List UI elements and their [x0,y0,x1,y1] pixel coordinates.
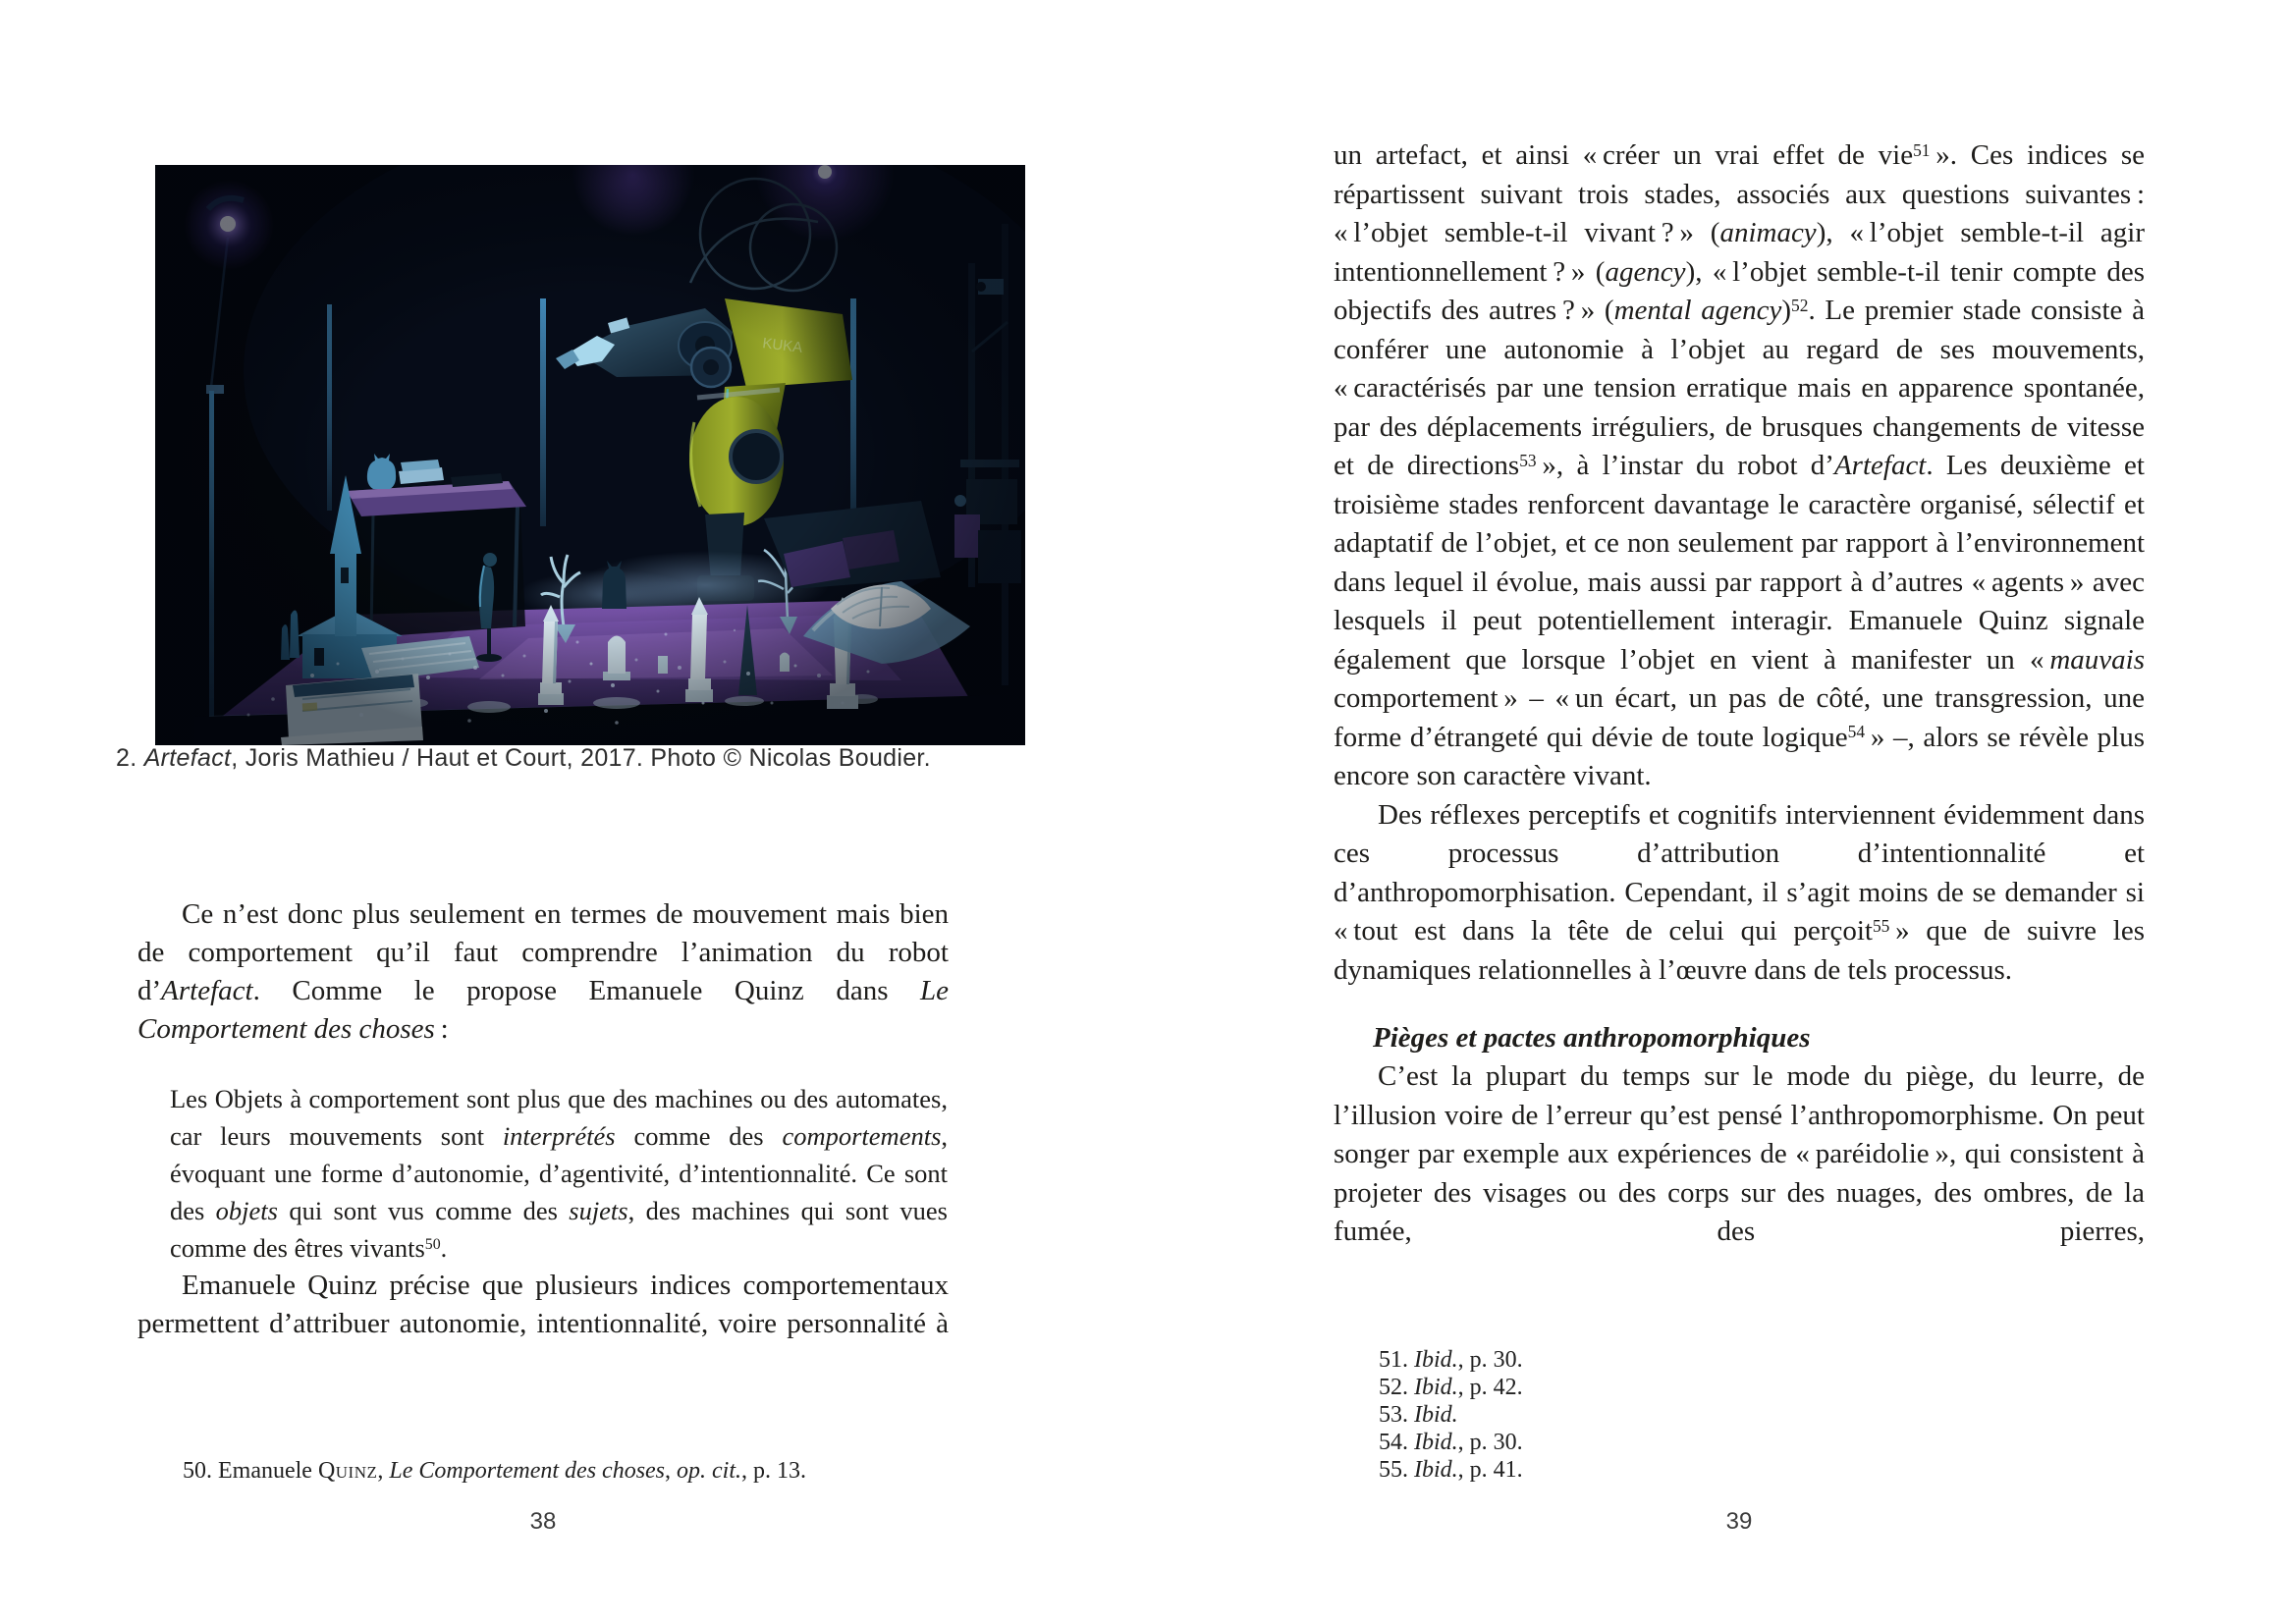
footnote-55: 55. Ibid., p. 41. [1379,1457,1523,1483]
paragraph-movement: Ce n’est donc plus seulement en termes de mouvement mais bien de comportement qu’il faut comprendre l’animation du robot d’Artefact. Comme le propose Emanuele Quinz dans Le Comportement des choses : [137,898,949,1045]
page-number-right: 39 [1725,1508,1753,1535]
left-footnotes [183,1457,958,1485]
footnote-53: 53. Ibid. [1379,1402,1458,1428]
paragraph-pareidolie: C’est la plupart du temps sur le mode du piège, du leurre, de l’illusion voire de l’erreur qu’est pensé l’anthropomorphisme. On peut songer par exemple aux expériences de « paréidolie », qui consistent à projeter des visages ou des corps sur des nuages, des ombres, de la fumée, des pierres, [1334,1060,2145,1247]
right-footnotes [1379,1346,2125,1484]
artefact-photo [155,165,1025,745]
footnote-54: 54. Ibid., p. 30. [1379,1430,1523,1455]
left-page-text [137,895,949,1343]
section-heading: Pièges et pactes anthropomorphiques [1373,1022,1811,1054]
page-number-left: 38 [529,1508,557,1535]
photo-caption: 2. Artefact, Joris Mathieu / Haut et Court, 2017. Photo © Nicolas Boudier. [116,744,931,772]
block-quote: Les Objets à comportement sont plus que des machines ou des automates, car leurs mouvements sont interprétés comme des comportements, évoquant une forme d’autonomie, d’agentivité, d’intentionnalité. Ce sont des objets qui sont vus comme des sujets, des machines qui sont vues comme des êtres vivants$^{50}$. [170,1084,949,1263]
stage-photo-illustration [155,165,1025,745]
paragraph-indices: Emanuele Quinz précise que plusieurs indices comportementaux permettent d’attribuer autonomie, intentionnalité, voire personnalité à [137,1270,949,1339]
right-page-text [1334,136,2145,1252]
footnote-50: 50. Emanuele Quinz, Le Comportement des choses, op. cit., p. 13. [183,1458,807,1484]
footnote-51: 51. Ibid., p. 30. [1379,1347,1523,1373]
paragraph-reflexes: Des réflexes perceptifs et cognitifs interviennent évidemment dans ces processus d’attribution d’intentionnalité et d’anthropomorphisation. Cependant, il s’agit moins de se demander si « tout est dans la tête de celui qui perçoit$^{55}$ » que de suivre les dynamiques relationnelles à l’œuvre dans de tels processus. [1334,798,2145,986]
footnote-52: 52. Ibid., p. 42. [1379,1375,1523,1400]
vignette [155,165,1025,745]
paragraph-stades: un artefact, et ainsi « créer un vrai effet de vie$^{51}$ ». Ces indices se répartissent suivant trois stades, associés aux questions suivantes : « l’objet semble-t-il vivant ? » (animacy), « l’objet semble-t-il agir intentionnellement ? » (agency), « l’objet semble-t-il tenir compte des objectifs des autres ? » (mental agency)$^{52}$. Le premier stade consiste à conférer une autonomie à l’objet au regard de ses mouvements, « caractérisés par une tension erratique mais en apparence spontanée, par des déplacements irréguliers, de brusques changements de vitesse et de directions$^{53}$ », à l’instar du robot d’Artefact. Les deuxième et troisième stades renforcent davantage le caractère organisé, sélectif et adaptatif de l’objet, et ce non seulement par rapport à l’environnement dans lequel il évolue, mais aussi par rapport à d’autres « agents » avec lesquels il peut potentiellement interagir. Emanuele Quinz signale également que lorsque l’objet en vient à manifester un « mauvais comportement » – « un écart, un pas de côté, une transgression, une forme d’étrangeté qui dévie de toute logique$^{54}$ » –, alors se révèle plus encore son caractère vivant. [1334,139,2146,791]
